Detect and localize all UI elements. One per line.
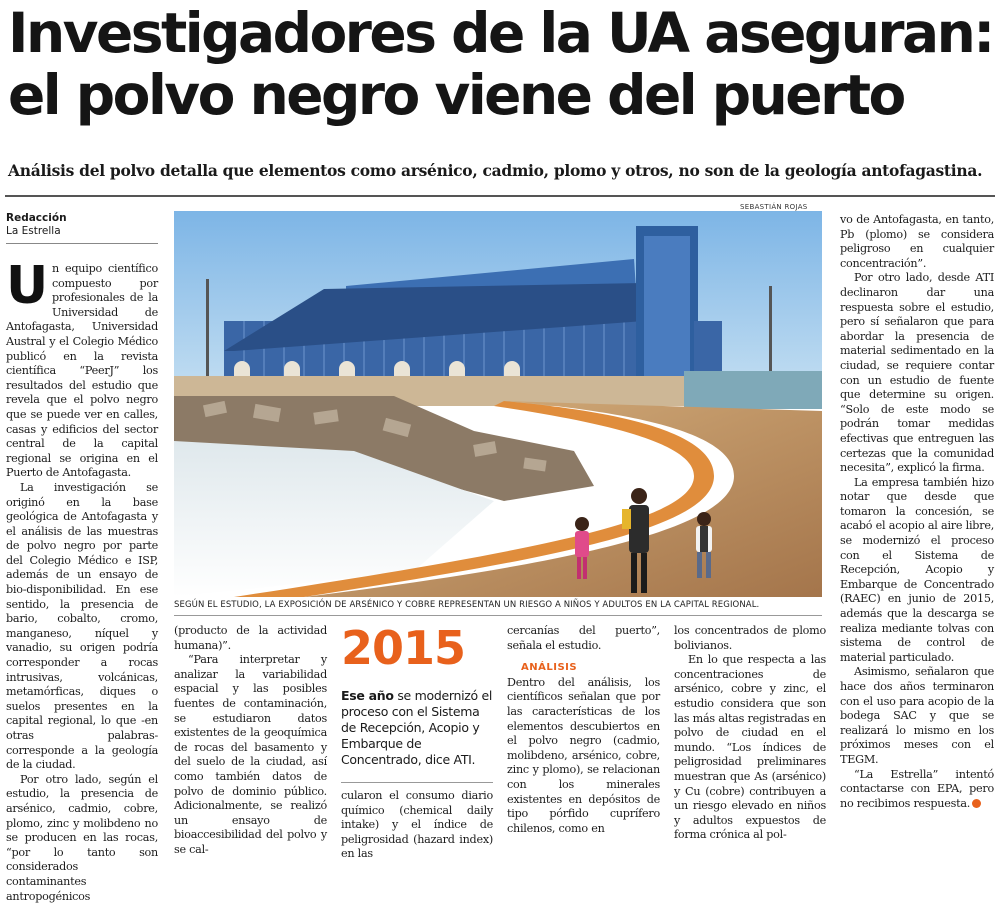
subheadline: Análisis del polvo detalla que elementos como arsénico, cadmio, plomo y otros, no son de la geología antofagastina. [8, 161, 983, 180]
paragraph: La empresa también hizo notar que desde que tomaron la concesión, se acabó el acopio al aire libre, se modernizó el proceso con el Sistema de Recepción, Acopio y Embarque de Concentrado (RAEC) en junio de 2015, además que la descarga se realiza mediante tolvas con sistema de control de material particulado. [840, 475, 994, 664]
headline [8, 2, 993, 126]
end-mark-icon [972, 799, 981, 808]
pullquote-body: se modernizó el proceso con el Sistema de Recepción, Acopio y Embarque de Concentrado, dice ATI. [341, 688, 493, 767]
byline [6, 212, 158, 238]
caption-divider [174, 615, 822, 616]
article-photo [174, 211, 822, 597]
headline-line-1: Investigadores de la UA aseguran: [8, 1, 993, 65]
pullquote-text [341, 688, 493, 768]
article-column-1 [6, 256, 158, 904]
photo-credit: SEBASTIÁN ROJAS [740, 203, 808, 211]
paragraph: “Para interpretar y analizar la variabilidad espacial y las posibles fuentes de contaminación, se estudiaron datos existentes de la geoquímica de rocas del basamento y del suelo de la ciudad, así como también datos de polvo de dominio público. Adicionalmente, se realizó un ensayo de bioaccesibilidad del polvo y se cal- [174, 653, 327, 856]
byline-divider [6, 243, 158, 244]
port-warehouse-illustration [174, 211, 822, 597]
paragraph: cercanías del puerto”, señala el estudio. [507, 624, 660, 652]
byline-name: Redacción [6, 212, 67, 224]
paragraph: La investigación se originó en la base geológica de Antofagasta y el análisis de las muestras de polvo negro por parte del Colegio Médico e ISP, además de un ensayo de bio-disponibilidad. En ese sentido, la presencia de bario, cobalto, cromo, manganeso, níquel y vanadio, su origen podría corresponder a rocas intrusivas, volcánicas, metamórficas, diques o suelos presentes en la capital regional, lo que -en otras palabras- corresponde a la geología de la ciudad. [6, 480, 158, 772]
article-column-5 [674, 624, 826, 843]
article-column-4 [507, 624, 660, 836]
lead-text: n equipo científico compuesto por profesionales de la Universidad de Antofagasta, Universidad Austral y el Colegio Médico publicó en la revista científica “PeerJ” los resultados del estudio que revela que el polvo negro que se puede ver en calles, casas y edificios del sector central de la capital regional se origina en el Puerto de Antofagasta. [6, 262, 158, 480]
paragraph: Por otro lado, desde ATI declinaron dar una respuesta sobre el estudio, pero sí señalaron que para abordar la presencia de material sedimentado en la ciudad, se requiere contar con un estudio de fuente que determine su origen. “Solo de este modo se podrán tomar medidas efectivas que entreguen las certezas que la comunidad necesita”, explicó la firma. [840, 271, 994, 475]
paragraph: vo de Antofagasta, en tanto, Pb (plomo) se considera peligroso en cualquier concentración”. [840, 213, 994, 270]
article-column-3 [341, 789, 493, 862]
paragraph: (producto de la actividad humana)”. [174, 624, 327, 652]
article-column-2 [174, 624, 327, 858]
paragraph: Por otro lado, según el estudio, la presencia de arsénico, cadmio, cobre, plomo, zinc y molibdeno no se producen en las rocas, “por lo tanto son considerados contaminantes antropogénicos [6, 772, 158, 903]
photo-caption: SEGÚN EL ESTUDIO, LA EXPOSICIÓN DE ARSÉNICO Y COBRE REPRESENTAN UN RIESGO A NIÑOS Y ADULTOS EN LA CAPITAL REGIONAL. [174, 600, 760, 610]
paragraph: En lo que respecta a las concentraciones de arsénico, cobre y zinc, el estudio considera que son las más altas registradas en polvo de ciudad en el mundo. “Los índices de peligrosidad preliminares muestran que As (arsénico) y Cu (cobre) contribuyen a un riesgo elevado en niños y adultos expuestos de forma crónica al pol- [674, 653, 826, 842]
pullquote-divider [341, 782, 493, 783]
paragraph: cularon el consumo diario químico (chemical daily intake) y el índice de peligrosidad (hazard index) en las [341, 789, 493, 861]
article-column-6 [840, 213, 994, 811]
headline-line-2: el polvo negro viene del puerto [8, 63, 904, 127]
paragraph: los concentrados de plomo bolivianos. [674, 624, 826, 652]
closing-paragraph [840, 768, 994, 812]
section-label: ANÁLISIS [521, 662, 578, 674]
byline-outlet: La Estrella [6, 225, 61, 237]
pullquote-year: 2015 [341, 621, 466, 675]
pullquote-bold: Ese año [341, 688, 394, 703]
closing-text: “La Estrella” intentó contactarse con EPA, pero no recibimos respuesta. [840, 767, 994, 810]
paragraph: Dentro del análisis, los científicos señalan que por las características de los elementos descubiertos en el polvo negro (cadmio, molibdeno, arsénico, cobre, zinc y plomo), se relacionan con los minerales existentes en depósitos de tipo pórfido cuprífero chilenos, como en [507, 675, 660, 835]
dropcap: U [6, 256, 48, 316]
lead-paragraph [6, 256, 158, 481]
header-divider [5, 195, 995, 197]
paragraph: Asimismo, señalaron que hace dos años terminaron con el uso para acopio de la bodega SAC y que se realizará lo mismo en los próximos meses con el TEGM. [840, 665, 994, 766]
